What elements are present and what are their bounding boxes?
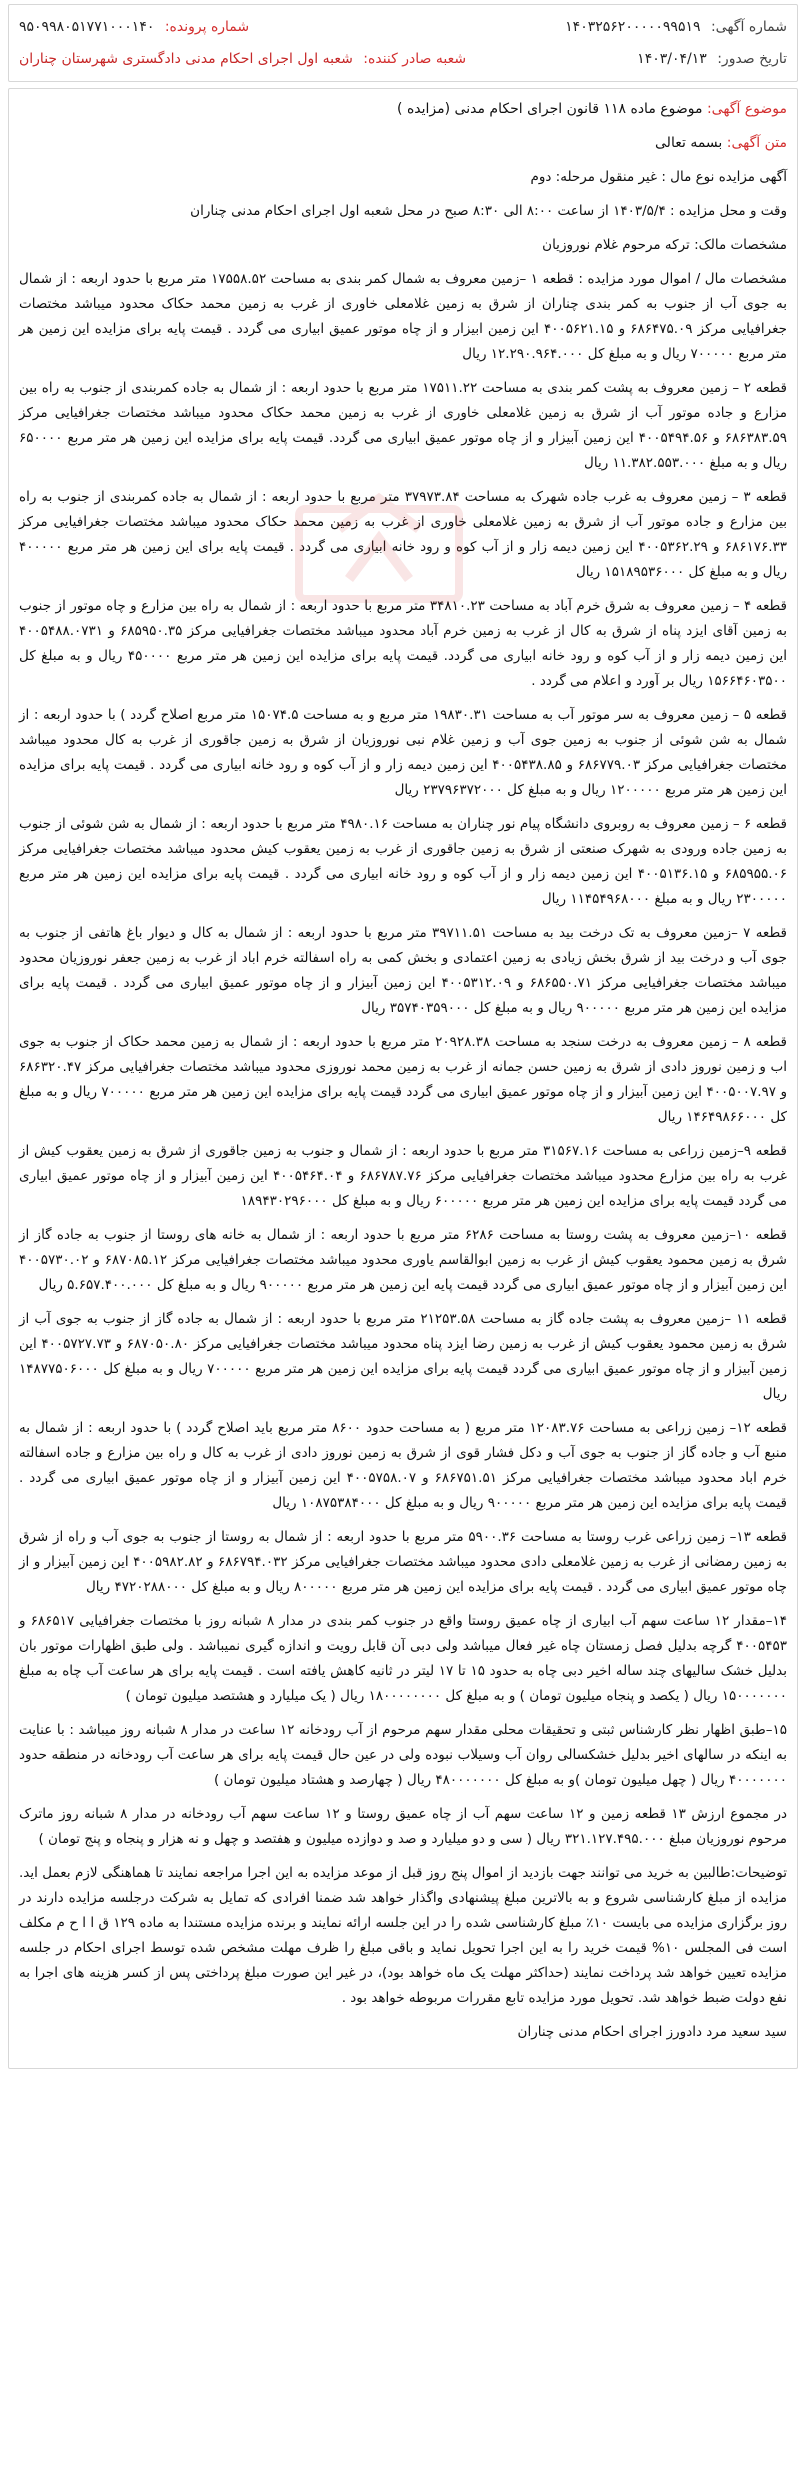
paragraph-total-value: در مجموع ارزش ۱۳ قطعه زمین و ۱۲ ساعت سهم آب از چاه عمیق روستا و ۱۲ ساعت سهم آب رودخانه در مدار ۸ شبانه روز ماترک مرحوم نوروزیان مبلغ ۳۲۱.۱۲۷.۴۹۵.۰۰۰ ریال ( سی و دو میلیارد و صد و دوازده میلیون و هفتصد و چهل و نه هزار و پنجاه و پنج تومان ) bbox=[19, 1806, 787, 1847]
issuing-branch-label: شعبه صادر کننده: bbox=[363, 51, 467, 67]
case-number-value: ۹۵۰۹۹۸۰۵۱۷۷۱۰۰۰۱۴۰ bbox=[19, 19, 155, 35]
paragraph-auction-type: آگهی مزایده نوع مال : غیر منقول مرحله: دوم bbox=[530, 169, 787, 185]
notice-body bbox=[8, 88, 798, 2069]
ad-text-opening: بسمه تعالی bbox=[655, 135, 723, 151]
ad-number-label: شماره آگهی: bbox=[710, 19, 787, 35]
notice-page bbox=[8, 0, 798, 2069]
ad-text-label: متن آگهی: bbox=[726, 135, 787, 151]
paragraph-parcel-9: قطعه ۹–زمین زراعی به مساحت ۳۱۵۶۷.۱۶ متر مربع با حدود اربعه : از شمال و جنوب به زمین جاقوری از شرق به زمین یعقوب کیش از غرب به راه بین مزارع محدود میباشد مختصات جغرافیایی مرکز ۶۸۶۷۸۷.۷۶ و ۴۰۰۵۴۶۴.۰۴ این زمین آبیزار و از چاه موتور عمیق ابیاری می گردد قیمت پایه برای مزایده این زمین هر متر مربع ۶۰۰۰۰۰ ریال و به مبلغ کل ۱۸۹۴۳۰۲۹۶۰۰۰ bbox=[19, 1143, 787, 1209]
paragraph-signature: سید سعید مرد دادورز اجرای احکام مدنی چناران bbox=[517, 2024, 787, 2040]
paragraph-river-water: ۱۵–طبق اظهار نظر کارشناس ثبتی و تحقیقات محلی مقدار سهم مرحوم از آب رودخانه ۱۲ ساعت در مدار ۸ شبانه روز میباشد : با عنایت به اینکه در سالهای اخیر بدلیل خشکسالی روان آب وسیلاب نبوده ولی در عین حال قیمت پایه برای هر ساعت آب رودخانه در منطقه حدود ۴۰۰۰۰۰۰۰ ریال ( چهل میلیون تومان )و به مبلغ کل ۴۸۰۰۰۰۰۰۰ ریال ( چهارصد و هشتاد میلیون تومان ) bbox=[19, 1722, 787, 1788]
subject-line bbox=[19, 97, 787, 122]
paragraph-parcel-2: قطعه ۲ – زمین معروف به پشت کمر بندی به مساحت ۱۷۵۱۱.۲۲ متر مربع با حدود اربعه : از شمال به جاده کمربندی از جنوب به راه بین مزارع و جاده موتور آب از شرق به زمین غلامعلی خاوری از غرب به زمین محمد حکاک محدود میباشد مختصات جغرافیایی مرکز ۶۸۶۳۸۳.۵۹ و ۴۰۰۵۴۹۴.۵۶ این زمین آبیزار و از چاه موتور عمیق ابیاری می گردد. قیمت پایه برای مزایده این زمین هر متر مربع ۶۵۰۰۰۰ ریال و به مبلغ ۱۱.۳۸۲.۵۵۳.۰۰۰ ریال bbox=[19, 380, 788, 471]
issue-date bbox=[637, 51, 787, 67]
subject-label: موضوع آگهی: bbox=[706, 101, 787, 117]
header-row-1 bbox=[19, 11, 787, 43]
issue-date-value: ۱۴۰۳/۰۴/۱۳ bbox=[637, 51, 707, 67]
ad-number bbox=[565, 19, 787, 35]
paragraph-parcel-8: قطعه ۸ – زمین معروف به درخت سنجد به مساحت ۲۰۹۲۸.۳۸ متر مربع با حدود اربعه : از شمال به زمین محمد حکاک از جنوب به جوی اب و زمین نوروز دادی از شرق به زمین حسن جمانه از غرب به زمین محمد نوروزی محدود میباشد مختصات جغرافیایی مرکز ۶۸۶۳۲۰.۴۷ و ۴۰۰۵۰۰۷.۹۷ این زمین آبیزار و از چاه موتور عمیق ابیاری می گردد قیمت پایه برای مزایده این زمین هر متر مربع ۷۰۰۰۰۰ ریال و به مبلغ کل ۱۴۶۴۹۸۶۶۰۰۰ ریال bbox=[19, 1034, 788, 1125]
paragraph-auction-time: وقت و محل مزایده : ۱۴۰۳/۵/۴ از ساعت ۸:۰۰ الی ۸:۳۰ صبح در محل شعبه اول اجرای احکام مدنی چناران bbox=[190, 203, 787, 219]
paragraph-parcel-4: قطعه ۴ – زمین معروف به شرق خرم آباد به مساحت ۳۴۸۱۰.۲۳ متر مربع با حدود اربعه : از شمال به راه بین مزارع و چاه موتور از جنوب به زمین آقای ایزد پناه از شرق به کال از غرب به زمین خرم آباد محدود میباشد مختصات جغرافیایی مرکز ۶۸۵۹۵۰.۳۵ و ۴۰۰۵۴۸۸.۰۷۳۱ این زمین دیمه زار و از آب کوه و رود خانه ابیاری می گردد. قیمت پایه برای مزایده این زمین هر متر مربع ۴۵۰۰۰۰ ریال و به مبلغ کل ۱۵۶۶۴۶۰۳۵۰۰ ریال بر آورد و اعلام می گردد . bbox=[19, 598, 788, 689]
paragraph-parcel-1: مشخصات مال / اموال مورد مزایده : قطعه ۱ –زمین معروف به شمال کمر بندی به مساحت ۱۷۵۵۸.۵۲ متر مربع با حدود اربعه : از شمال به جوی آب از جنوب به کمر بندی چناران از شرق به زمین غلامعلی خاوری از غرب به زمین محمد حکاک محدود میباشد مختصات جغرافیایی مرکز ۶۸۶۴۷۵.۰۹ و ۴۰۰۵۶۲۱.۱۵ این زمین ابیزار و از چاه موتور عمیق ابیاری می گردد . قیمت پایه برای مزایده این زمین هر متر مربع ۷۰۰۰۰۰ ریال و به مبلغ کل ۱۲.۲۹۰.۹۶۴.۰۰۰ ریال bbox=[19, 271, 787, 362]
header-row-2 bbox=[19, 43, 787, 75]
paragraph-parcel-3: قطعه ۳ – زمین معروف به غرب جاده شهرک به مساحت ۳۷۹۷۳.۸۴ متر مربع با حدود اربعه : از شمال به جاده کمربندی از جنوب به راه بین مزارع و جاده موتور آب از شرق به زمین غلامعلی خاوری از غرب به زمین محمد حکاک محدود میباشد مختصات جغرافیایی مرکز ۶۸۶۱۷۶.۳۳ و ۴۰۰۵۳۶۲.۲۹ این زمین دیمه زار و از آب کوه و رود خانه ابیاری می گردد . قیمت پایه برای این زمین هر متر مربع ۴۰۰۰۰۰ ریال و به مبلغ کل ۱۵۱۸۹۵۳۶۰۰۰ ریال bbox=[19, 489, 787, 580]
issue-date-label: تاریخ صدور: bbox=[717, 51, 787, 67]
ad-text-line bbox=[19, 131, 787, 156]
issuing-branch bbox=[19, 51, 466, 67]
paragraph-parcel-6: قطعه ۶ – زمین معروف به روبروی دانشگاه پیام نور چناران به مساحت ۴۹۸۰.۱۶ متر مربع با حدود اربعه : از شمال به شن شوئی از جنوب به زمین جاده ورودی به شهرک صنعتی از شرق به زمین جاقوری از غرب به زمین یعقوب کیش محدود میباشد مختصات جغرافیایی مرکز ۶۸۵۹۵۵.۰۶ و ۴۰۰۵۱۳۶.۱۵ این زمین دیمه زار و از آب کوه و رود خانه ابیاری می گردد . قیمت پایه برای مزایده این زمین هر متر مربع ۲۳۰۰۰۰۰ ریال و به مبلغ ۱۱۴۵۴۹۶۸۰۰۰ ریال bbox=[19, 816, 787, 907]
paragraph-parcel-12: قطعه ۱۲– زمین زراعی به مساحت ۱۲۰۸۳.۷۶ متر مربع ( به مساحت حدود ۸۶۰۰ متر مربع باید اصلاح گردد ) با حدود اربعه : از شمال به منبع آب و جاده گاز از جنوب به جوی آب و دکل فشار قوی از شرق به زمین نوروز دادی از غرب به کال و راه بین مزارع و جاده اسفالته خرم اباد محدود میباشد مختصات جغرافیایی مرکز ۶۸۶۷۵۱.۵۱ و ۴۰۰۵۷۵۸.۰۷ این زمین آبیزار و از چاه موتور عمیق ابیاری می گردد . قیمت پایه برای مزایده این زمین هر متر مربع ۹۰۰۰۰۰ ریال و به مبلغ کل ۱۰۸۷۵۳۸۴۰۰۰ ریال bbox=[19, 1420, 787, 1511]
issuing-branch-value: شعبه اول اجرای احکام مدنی دادگستری شهرستان چناران bbox=[19, 51, 353, 67]
paragraph-parcel-13: قطعه ۱۳– زمین زراعی غرب روستا به مساحت ۵۹۰۰.۳۶ متر مربع با حدود اربعه : از شمال به روستا از جنوب به جوی آب و راه از شرق به زمین رمضانی از غرب به زمین غلامعلی دادی محدود میباشد مختصات جغرافیایی مرکز ۶۸۶۷۹۴.۰۳۲ و ۴۰۰۵۹۸۲.۸۲ این زمین آبیزار و از چاه موتور عمیق ابیاری می گردد . قیمت پایه برای مزایده این زمین هر متر مربع ۸۰۰۰۰۰ ریال و به مبلغ کل ۴۷۲۰۲۸۸۰۰۰ ریال bbox=[19, 1529, 787, 1595]
paragraph-parcel-7: قطعه ۷ –زمین معروف به تک درخت بید به مساحت ۳۹۷۱۱.۵۱ متر مربع با حدود اربعه : از شمال به کال و دیوار باغ هاتفی از جنوب به جوی آب و درخت بید از شرق بخش زیادی به زمین اعتمادی و بخش کمی به راه اسفالته خرم اباد از غرب به زمین جعفر نوروزیان محدود میباشد مختصات جغرافیایی مرکز ۶۸۶۵۵۰.۷۱ و ۴۰۰۵۳۱۲.۰۹ این زمین آبیزار و از چاه موتور عمیق ابیاری می گردد . قیمت پایه برای مزایده این زمین هر متر مربع ۹۰۰۰۰۰ ریال و به مبلغ کل ۳۵۷۴۰۳۵۹۰۰۰ ریال bbox=[19, 925, 787, 1016]
notice-header bbox=[8, 4, 798, 82]
case-number bbox=[19, 19, 249, 35]
paragraph-owner: مشخصات مالک: ترکه مرحوم غلام نوروزیان bbox=[542, 237, 787, 253]
paragraph-parcel-11: قطعه ۱۱ –زمین معروف به پشت جاده گاز به مساحت ۲۱۲۵۳.۵۸ متر مربع با حدود اربعه : از شمال به جاده گاز از جنوب به جوی آب از شرق به زمین محمود یعقوب کیش از غرب به زمین رضا ایزد پناه محدود میباشد مختصات جغرافیایی مرکز ۶۸۷۰۵۰.۸۰ و ۴۰۰۵۷۲۷.۷۳ این زمین آبیزار و از چاه موتور عمیق ابیاری می گردد قیمت پایه برای مزایده این زمین هر متر مربع ۷۰۰۰۰۰ ریال و به مبلغ کل ۱۴۸۷۷۵۰۶۰۰۰ ریال bbox=[19, 1311, 788, 1402]
paragraph-parcel-5: قطعه ۵ – زمین معروف به سر موتور آب به مساحت ۱۹۸۳۰.۳۱ متر مربع و به مساحت ۱۵۰۷۴.۵ متر مربع اصلاح گردد ) با حدود اربعه : از شمال به شن شوئی از جنوب به زمین جوی آب و زمین غلام نبی نوروزیان از شرق به زمین جاقوری از غرب به کال محدود میباشد مختصات جغرافیایی مرکز ۶۸۶۷۷۹.۰۳ و ۴۰۰۵۴۳۸.۸۵ این زمین دیمه زار و از آب کوه و رود خانه ابیاری می گردد . قیمت پایه برای مزایده این زمین هر متر مربع ۱۲۰۰۰۰۰ ریال و به مبلغ کل ۲۳۷۹۶۳۷۲۰۰۰ ریال bbox=[19, 707, 788, 798]
ad-number-value: ۱۴۰۳۲۵۶۲۰۰۰۰۰۹۹۵۱۹ bbox=[565, 19, 701, 35]
paragraph-well-water: ۱۴–مقدار ۱۲ ساعت سهم آب ابیاری از چاه عمیق روستا واقع در جنوب کمر بندی در مدار ۸ شبانه روز با مختصات جغرافیایی ۶۸۶۵۱۷ و ۴۰۰۵۴۵۳ گرچه بدلیل فصل زمستان چاه غیر فعال میباشد ولی دبی آن قابل رویت و اندازه گیری نمیباشد . ولی طبق اظهارات موتور بان بدلیل خشک سالیهای چند ساله اخیر دبی چاه به حدود ۱۵ تا ۱۷ لیتر در ثانیه کاهش یافته است . قیمت پایه برای هر ساعت آب چاه به مبلغ ۱۵۰۰۰۰۰۰۰ ریال ( یکصد و پنجاه میلیون تومان ) و به مبلغ کل ۱۸۰۰۰۰۰۰۰۰ ریال ( یک میلیارد و هشتصد میلیون تومان ) bbox=[19, 1613, 788, 1704]
subject-value: موضوع ماده ۱۱۸ قانون اجرای احکام مدنی (مزایده ) bbox=[397, 101, 703, 117]
case-number-label: شماره پرونده: bbox=[164, 19, 250, 35]
paragraph-parcel-10: قطعه ۱۰–زمین معروف به پشت روستا به مساحت ۶۲۸۶ متر مربع با حدود اربعه : از شمال به خانه های روستا از جنوب به جاده گاز از شرق به زمین محمود یعقوب کیش از غرب به زمین ابوالقاسم یاوری محدود میباشد مختصات جغرافیایی مرکز ۶۸۷۰۸۵.۱۲ و ۴۰۰۵۷۳۰.۰۲ این زمین آبیزار و از چاه موتور عمیق ابیاری می گردد قیمت پایه این زمین هر متر مربع ۹۰۰۰۰۰ ریال و به مبلغ کل ۵.۶۵۷.۴۰۰.۰۰۰ ریال bbox=[19, 1227, 787, 1293]
paragraph-notes: توضیحات:طالبین به خرید می توانند جهت بازدید از اموال پنج روز قبل از موعد مزایده به این اجرا مراجعه نمایند تا هماهنگی لازم بعمل اید. مزایده از مبلغ کارشناسی شروع و به بالاترین مبلغ پیشنهادی واگذار خواهد شد ضمنا افرادی که تمایل به شرکت درجلسه مزایده دارند در روز برگزاری مزایده می بایست ۱۰٪ مبلغ کارشناسی شده را در این جلسه ارائه نمایند و برنده مزایده مستندا به ماده ۱۲۹ ق ا ا ح م مکلف است فی المجلس ۱۰% قیمت خرید را به این اجرا تحویل نماید و باقی مبلغ را ظرف مهلت مشخص شده توسط اجرای احکام در جلسه مزایده تعیین خواهد شد پرداخت نمایند (حداکثر مهلت یک ماه خواهد بود)، در غیر این صورت مبلغ پرداختی پس از کسر هزینه های اجرا به نفع دولت ضبط خواهد شد. تحویل مورد مزایده تابع مقررات مربوطه خواهد بود . bbox=[19, 1865, 787, 2006]
